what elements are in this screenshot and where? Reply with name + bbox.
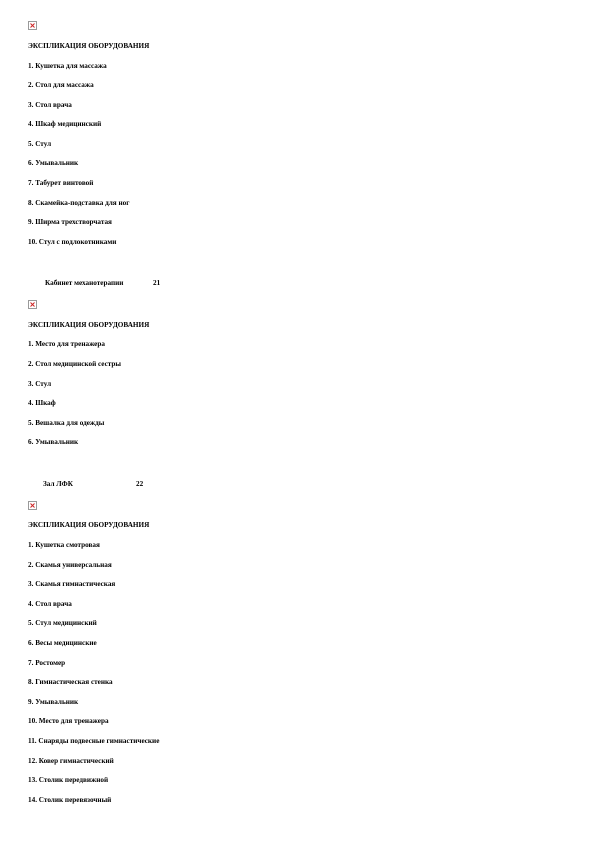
section1-item: 10. Стул с подлокотниками <box>28 238 117 246</box>
section1-item: 2. Стол для массажа <box>28 81 94 89</box>
section1-item: 4. Шкаф медицинский <box>28 120 102 128</box>
section3-item: 2. Скамья универсальная <box>28 561 112 569</box>
section3-item: 6. Весы медицинские <box>28 639 97 647</box>
section3-item: 13. Столик передвижной <box>28 776 109 784</box>
broken-image-icon <box>28 21 37 30</box>
section3-item: 5. Стул медицинский <box>28 619 97 627</box>
section2-item: 6. Умывальник <box>28 438 79 446</box>
section3-item: 10. Место для тренажера <box>28 717 109 725</box>
section2-item: 3. Стул <box>28 380 52 388</box>
section3-item: 1. Кушетка смотровая <box>28 541 100 549</box>
section3-item: 12. Ковер гимнастический <box>28 757 114 765</box>
section1-item: 1. Кушетка для массажа <box>28 62 107 70</box>
section2-number: 21 <box>153 279 161 287</box>
section2-title: Кабинет механотерапии <box>45 279 124 287</box>
section3-item: 4. Стол врача <box>28 600 72 608</box>
section2-item: 4. Шкаф <box>28 399 56 407</box>
section2-item: 5. Вешалка для одежды <box>28 419 105 427</box>
section2-heading: ЭКСПЛИКАЦИЯ ОБОРУДОВАНИЯ <box>28 321 150 329</box>
section1-item: 7. Табурет винтовой <box>28 179 94 187</box>
section1-item: 8. Скамейка-подставка для ног <box>28 199 130 207</box>
section3-item: 3. Скамья гимнастическая <box>28 580 116 588</box>
section3-item: 11. Снаряды подвесные гимнастические <box>28 737 160 745</box>
section3-item: 8. Гимнастическая стенка <box>28 678 113 686</box>
section1-item: 6. Умывальник <box>28 159 79 167</box>
section1-item: 5. Стул <box>28 140 52 148</box>
section3-item: 7. Ростомер <box>28 659 66 667</box>
section1-item: 3. Стол врача <box>28 101 72 109</box>
section3-heading: ЭКСПЛИКАЦИЯ ОБОРУДОВАНИЯ <box>28 521 150 529</box>
broken-image-icon <box>28 501 37 510</box>
section1-item: 9. Ширма трехстворчатая <box>28 218 112 226</box>
section2-item: 1. Место для тренажера <box>28 340 105 348</box>
section1-heading: ЭКСПЛИКАЦИЯ ОБОРУДОВАНИЯ <box>28 42 150 50</box>
section3-number: 22 <box>136 480 144 488</box>
broken-image-icon <box>28 300 37 309</box>
section3-item: 14. Столик перевязочный <box>28 796 112 804</box>
section2-item: 2. Стол медицинской сестры <box>28 360 121 368</box>
section3-title: Зал ЛФК <box>43 480 73 488</box>
section3-item: 9. Умывальник <box>28 698 79 706</box>
